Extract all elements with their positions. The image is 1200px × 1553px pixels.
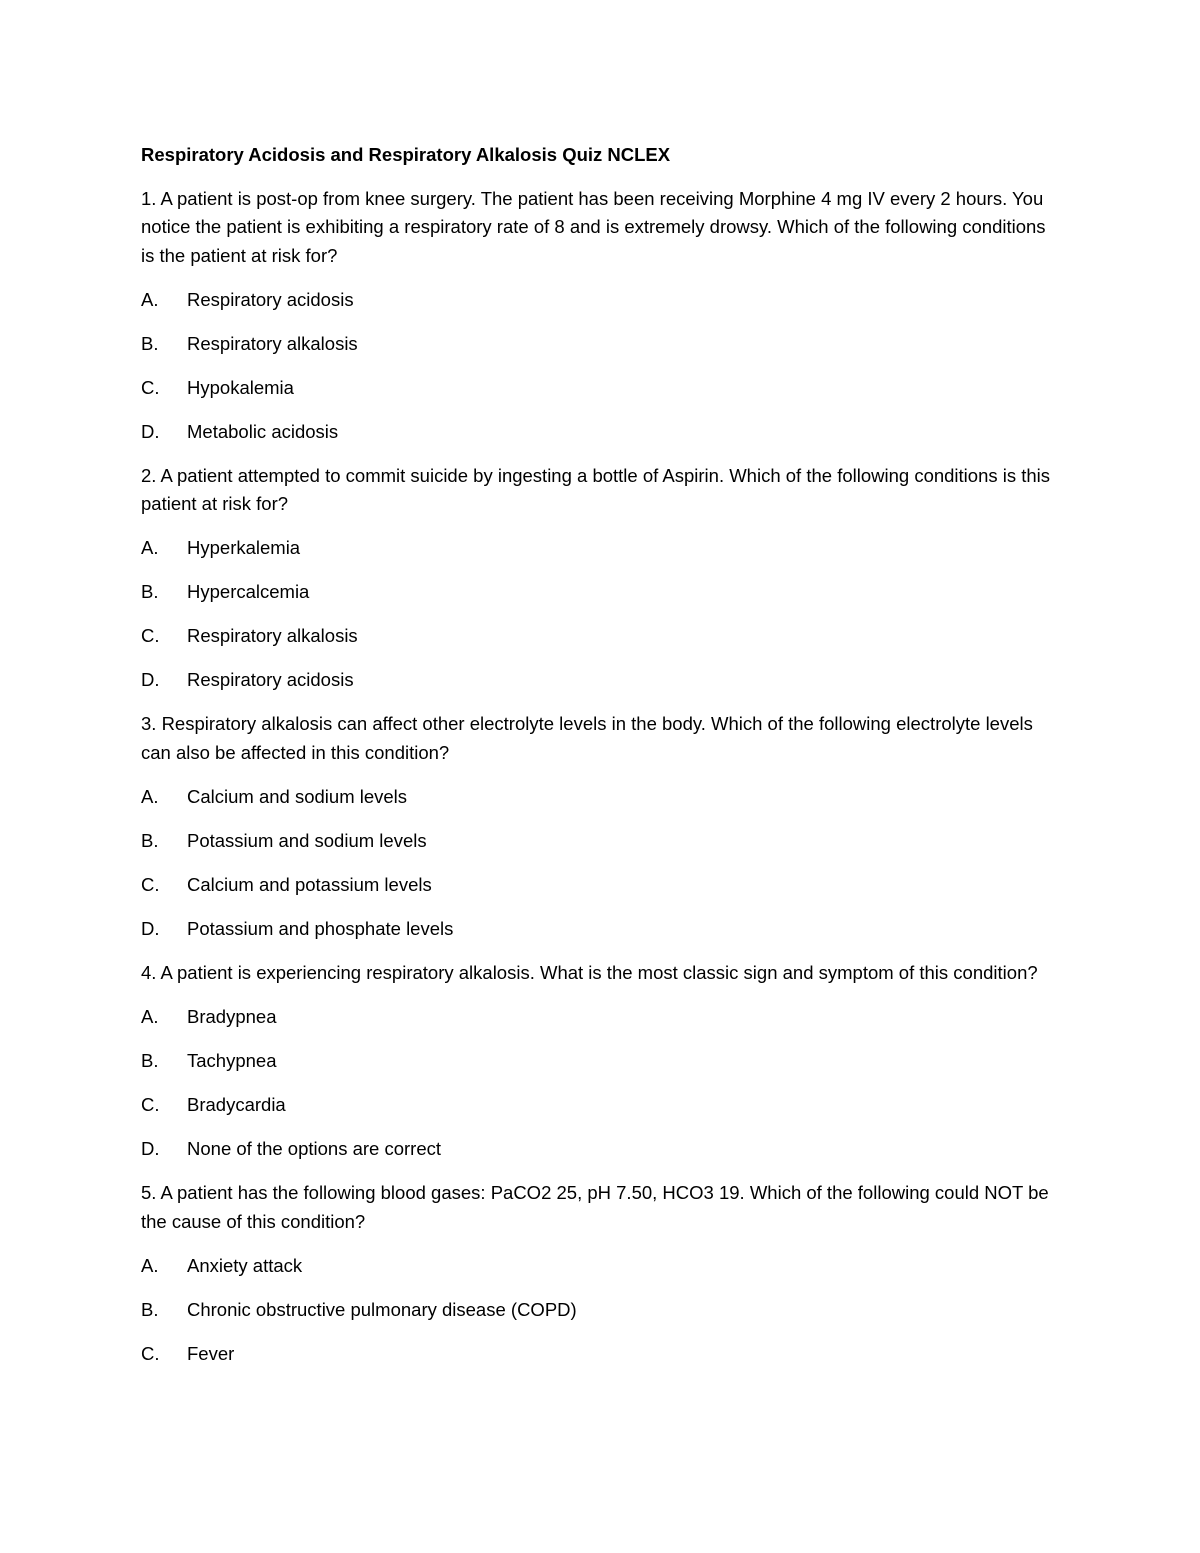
option-letter: C.	[141, 874, 160, 896]
question-text: 2. A patient attempted to commit suicide by ingesting a bottle of Aspirin. Which of the following conditions is this patient at risk for?	[141, 464, 1051, 515]
question-block-3	[141, 710, 1061, 943]
option-letter: C.	[141, 1094, 160, 1116]
question-block-1	[141, 185, 1061, 446]
option-text: Calcium and potassium levels	[187, 874, 432, 896]
answer-option	[141, 666, 1061, 694]
option-letter: D.	[141, 669, 160, 691]
option-letter: D.	[141, 1138, 160, 1160]
option-text: Calcium and sodium levels	[187, 786, 408, 808]
question-text: 3. Respiratory alkalosis can affect other electrolyte levels in the body. Which of the following electrolyte levels can also be affected in this condition?	[141, 713, 1033, 763]
option-letter: B.	[141, 830, 159, 852]
option-letter: C.	[141, 376, 160, 398]
answer-option	[141, 915, 1061, 943]
option-text: Potassium and phosphate levels	[187, 918, 454, 940]
option-letter: B.	[141, 581, 159, 603]
option-letter: D.	[141, 420, 160, 442]
option-text: Respiratory acidosis	[187, 669, 354, 691]
option-text: Bradypnea	[187, 1006, 277, 1028]
option-text: Potassium and sodium levels	[187, 830, 427, 852]
answer-option	[141, 534, 1061, 562]
option-text: Hyperkalemia	[187, 537, 301, 559]
option-letter: A.	[141, 537, 159, 559]
answer-option	[141, 871, 1061, 899]
answer-option	[141, 1047, 1061, 1075]
option-letter: A.	[141, 786, 159, 808]
option-text: Respiratory alkalosis	[187, 332, 358, 354]
option-letter: B.	[141, 1298, 159, 1320]
question-text: 4. A patient is experiencing respiratory alkalosis. What is the most classic sign and symptom of this condition?	[141, 962, 1038, 984]
option-text: None of the options are correct	[187, 1138, 442, 1160]
option-letter: A.	[141, 288, 159, 310]
answer-option	[141, 622, 1061, 650]
answer-option	[141, 1252, 1061, 1280]
option-text: Respiratory alkalosis	[187, 625, 358, 647]
option-letter: B.	[141, 332, 159, 354]
option-text: Anxiety attack	[187, 1254, 303, 1276]
option-text: Hypercalcemia	[187, 581, 310, 603]
answer-option	[141, 578, 1061, 606]
answer-option	[141, 286, 1061, 314]
option-text: Metabolic acidosis	[187, 420, 339, 442]
option-text: Respiratory acidosis	[187, 288, 354, 310]
option-letter: C.	[141, 625, 160, 647]
question-block-4	[141, 959, 1061, 1163]
question-text: 5. A patient has the following blood gases: PaCO2 25, pH 7.50, HCO3 19. Which of the following could NOT be the cause of this condition?	[141, 1182, 1049, 1232]
answer-option	[141, 1003, 1061, 1031]
option-letter: C.	[141, 1342, 160, 1364]
question-block-2	[141, 462, 1061, 695]
answer-option	[141, 1135, 1061, 1163]
option-letter: B.	[141, 1050, 159, 1072]
answer-option	[141, 330, 1061, 358]
question-text: 1. A patient is post-op from knee surgery. The patient has been receiving Morphine 4 mg IV every 2 hours. You notice the patient is exhibiting a respiratory rate of 8 and is extremely drowsy. Which of the following conditions is the patient at risk for?	[141, 188, 1046, 266]
document-content	[141, 141, 1061, 1384]
answer-option	[141, 1091, 1061, 1119]
answer-option	[141, 418, 1061, 446]
option-text: Tachypnea	[187, 1050, 277, 1072]
document-title: Respiratory Acidosis and Respiratory Alkalosis Quiz NCLEX	[141, 144, 671, 165]
answer-option	[141, 374, 1061, 402]
option-letter: A.	[141, 1006, 159, 1028]
answer-option	[141, 827, 1061, 855]
option-text: Fever	[187, 1342, 235, 1364]
option-text: Chronic obstructive pulmonary disease (COPD)	[187, 1298, 577, 1320]
answer-option	[141, 783, 1061, 811]
question-block-5	[141, 1179, 1061, 1368]
option-letter: D.	[141, 918, 160, 940]
answer-option	[141, 1296, 1061, 1324]
option-text: Bradycardia	[187, 1094, 286, 1116]
option-letter: A.	[141, 1254, 159, 1276]
option-text: Hypokalemia	[187, 376, 294, 398]
answer-option	[141, 1340, 1061, 1368]
